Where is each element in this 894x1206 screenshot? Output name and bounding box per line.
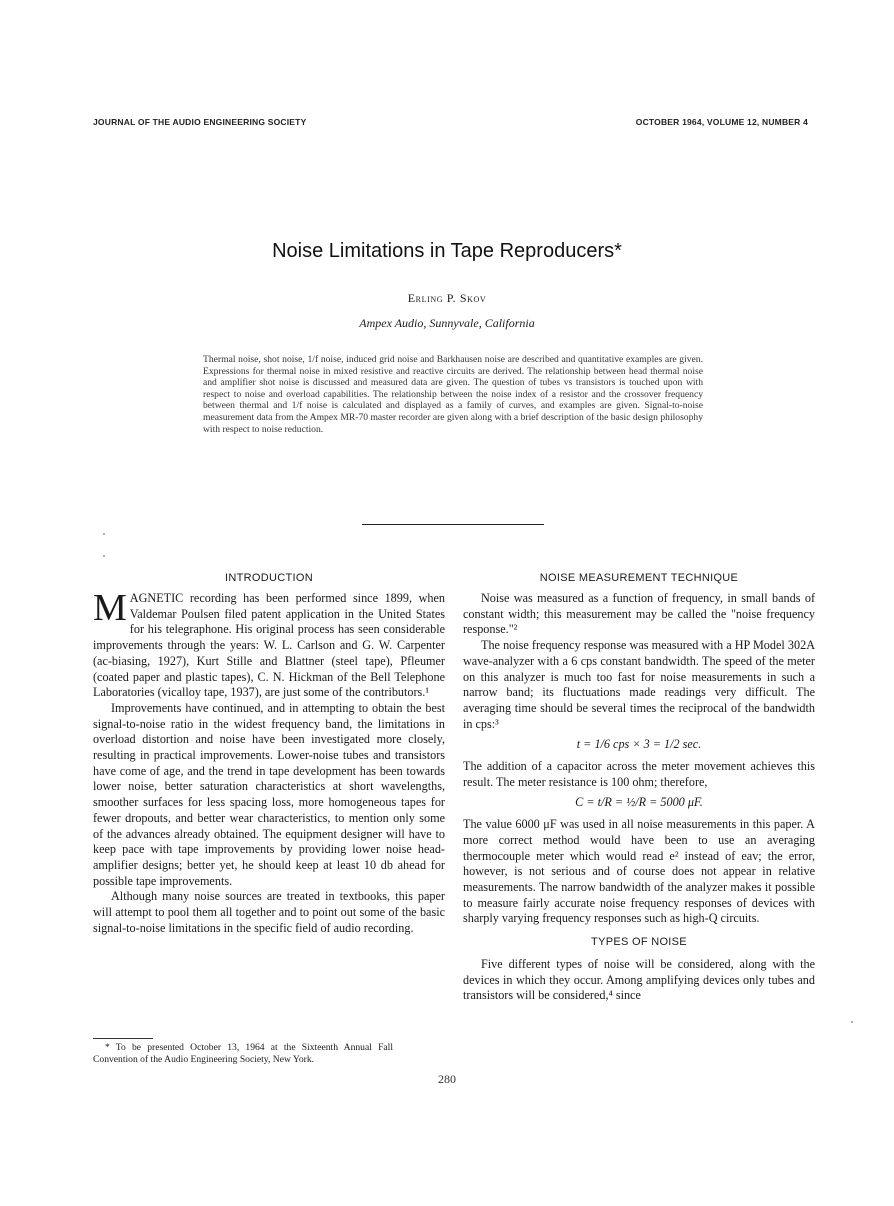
scan-speck — [103, 533, 105, 535]
footnote-rule — [93, 1038, 153, 1039]
footnote: * To be presented October 13, 1964 at the Sixteenth Annual Fall Convention of the Audio Engineering Society, New York. — [93, 1042, 393, 1065]
abstract: Thermal noise, shot noise, 1/f noise, induced grid noise and Barkhausen noise are described and quantitative examples are given. Expressions for thermal noise in mixed resistive and reactive circuits are derived. The relationship between head thermal noise and amplifier shot noise is discussed and measured data are given. The question of tubes vs transistors is touched upon with respect to noise and overload capabilities. The relationship between the noise index of a resistor and the crossover frequency between thermal and 1/f noise is calculated and displayed as a family of curves, and examples are given. Signal-to-noise measurement data from the Ampex MR-70 master recorder are given along with a brief description of the basic design philosophy with respect to noise reduction. — [203, 354, 703, 435]
issue-header: OCTOBER 1964, VOLUME 12, NUMBER 4 — [635, 117, 808, 127]
types-of-noise-heading: TYPES OF NOISE — [591, 936, 687, 949]
types-paragraph-1: Five different types of noise will be considered, along with the devices in which they occur. Among amplifying devices only tubes and transistors will be considered,⁴ since — [463, 957, 815, 1003]
measurement-paragraph-3: The addition of a capacitor across the meter movement achieves this result. The meter resistance is 100 ohm; therefore, — [463, 759, 815, 789]
equation-capacitance: C = t/R = ½/R = 5000 μF. — [575, 795, 703, 810]
noise-measurement-heading: NOISE MEASUREMENT TECHNIQUE — [539, 572, 739, 584]
author-affiliation: Ampex Audio, Sunnyvale, California — [359, 316, 535, 330]
intro-paragraph-2: Improvements have continued, and in attempting to obtain the best signal-to-noise ratio in the widest frequency band, the limitations in overload distortion and noise have been investigated more closely, resulting in practical improvements. Lower-noise tubes and transistors have come of age, and the trend in tape development has been towards lower noise, better saturation characteristics at short wavelengths, smoother surfaces for less spacing loss, more homogeneous tapes for fewer dropouts, and better wear characteristics, to mention only some of the advances already obtained. The equipment designer will have to keep pace with tape improvements by providing lower noise head-amplifier designs; better yet, he should keep at least 10 db ahead for possible tape improvements. — [93, 700, 445, 888]
measurement-paragraph-1: Noise was measured as a function of frequency, in small bands of constant width; this measurement may be called the "noise frequency response."² — [463, 591, 815, 637]
equation-averaging-time: t = 1/6 cps × 3 = 1/2 sec. — [576, 737, 702, 752]
scan-speck — [851, 1021, 853, 1023]
intro-paragraph-1 — [93, 587, 445, 701]
left-column — [93, 571, 445, 936]
intro-paragraph-1-text: AGNETIC recording has been performed since 1899, when Valdemar Poulsen filed patent application in the United States for his telegraphone. His original process has seen considerable improvements through the years: W. L. Carlson and G. W. Carpenter (ac-biasing, 1927), Kurt Stille and Blattner (steel tape), Pfleumer (coated paper and plastic tapes), C. N. Hickman of the Bell Telephone Laboratories (vicalloy tape, 1937), are just some of the contributors.¹ — [93, 591, 445, 700]
measurement-paragraph-4: The value 6000 μF was used in all noise measurements in this paper. A more correct method would have been to use an averaging thermocouple meter which would read e² instead of eav; the error, however, is not serious and of course does not appear in relative measurements. The narrow bandwidth of the analyzer makes it possible to measure fairly accurate noise frequency responses of devices with sharply varying frequency responses such as high-Q circuits. — [463, 817, 815, 926]
scan-speck — [103, 555, 105, 557]
journal-header: JOURNAL OF THE AUDIO ENGINEERING SOCIETY — [93, 117, 307, 127]
right-column — [463, 571, 815, 1004]
paper-title: Noise Limitations in Tape Reproducers* — [272, 240, 622, 262]
page-number: 280 — [438, 1072, 456, 1086]
drop-cap: M — [93, 587, 127, 629]
section-divider — [362, 524, 544, 525]
intro-paragraph-3: Although many noise sources are treated in textbooks, this paper will attempt to pool them all together and to point out some of the basic signal-to-noise limitations in the specific field of audio recording. — [93, 889, 445, 935]
measurement-paragraph-2: The noise frequency response was measured with a HP Model 302A wave-analyzer with a 6 cps constant bandwidth. The speed of the meter on this analyzer is much too fast for noise measurements in such a narrow band; its fluctuations made readings very difficult. The averaging time should be several times the reciprocal of the bandwidth in cps:³ — [463, 638, 815, 731]
author-name: Erling P. Skov — [407, 291, 487, 305]
introduction-heading: INTRODUCTION — [225, 572, 313, 584]
